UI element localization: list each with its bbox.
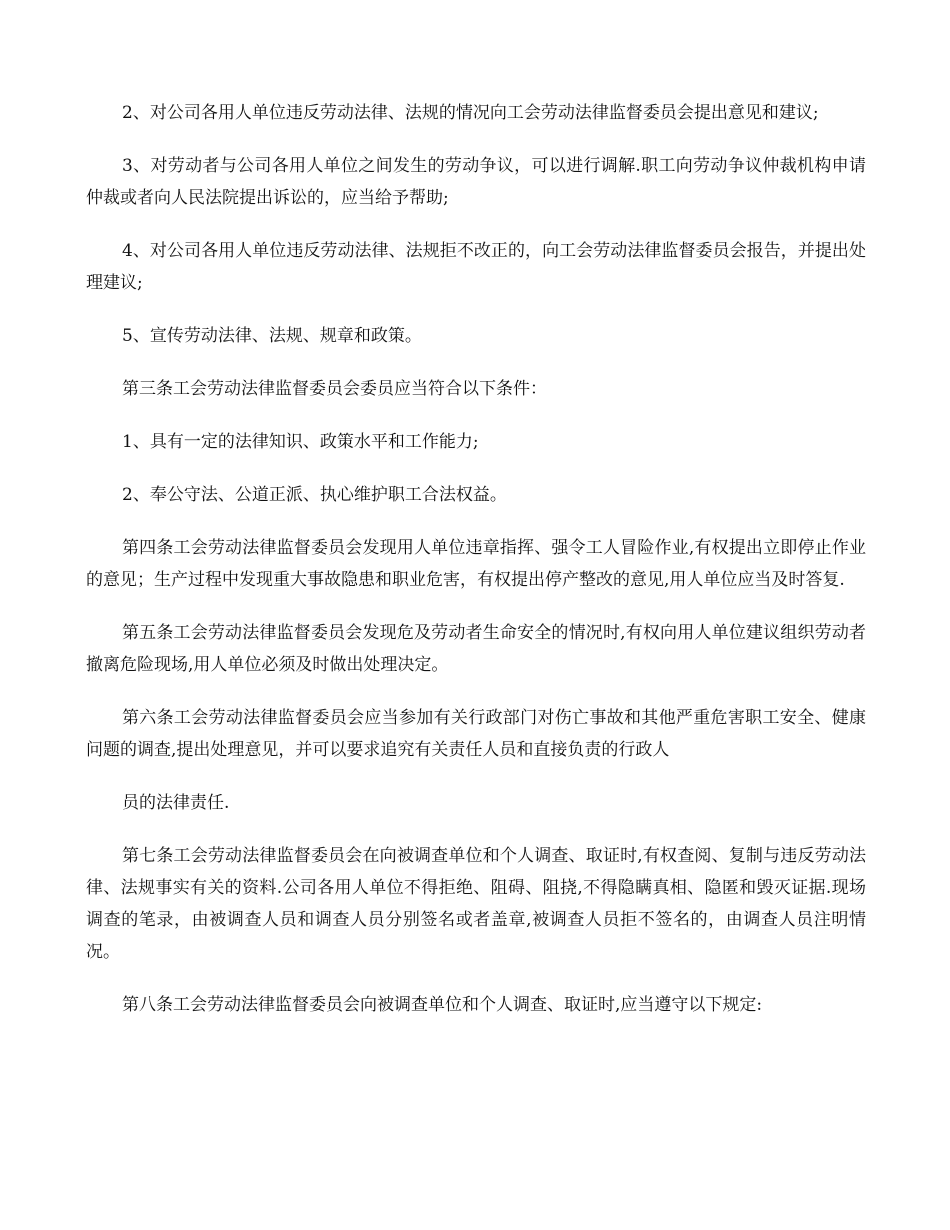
paragraph-item-2: 2、对公司各用人单位违反劳动法律、法规的情况向工会劳动法律监督委员会提出意见和建议; bbox=[122, 103, 819, 123]
paragraph-item-3: 3、对劳动者与公司各用人单位之间发生的劳动争议，可以进行调解.职工向劳动争议仲裁机构申请仲裁或者向人民法院提出诉讼的，应当给予帮助; bbox=[86, 156, 866, 208]
paragraph-article-5: 第五条工会劳动法律监督委员会发现危及劳动者生命安全的情况时,有权向用人单位建议组织劳动者撤离危险现场,用人单位必须及时做出处理决定。 bbox=[86, 623, 866, 675]
paragraph-article-6: 第六条工会劳动法律监督委员会应当参加有关行政部门对伤亡事故和其他严重危害职工安全、健康问题的调查,提出处理意见，并可以要求追究有关责任人员和直接负责的行政人 bbox=[86, 708, 866, 760]
paragraph-condition-2: 2、奉公守法、公道正派、执心维护职工合法权益。 bbox=[122, 485, 507, 505]
paragraph-item-5: 5、宣传劳动法律、法规、规章和政策。 bbox=[122, 326, 422, 346]
paragraph-item-4: 4、对公司各用人单位违反劳动法律、法规拒不改正的，向工会劳动法律监督委员会报告，并提出处理建议; bbox=[86, 241, 866, 293]
paragraph-article-6-continuation: 员的法律责任. bbox=[122, 793, 230, 813]
paragraph-article-3: 第三条工会劳动法律监督委员会委员应当符合以下条件： bbox=[122, 379, 547, 399]
paragraph-article-8: 第八条工会劳动法律监督委员会向被调查单位和个人调查、取证时,应当遵守以下规定: bbox=[122, 995, 763, 1015]
paragraph-condition-1: 1、具有一定的法律知识、政策水平和工作能力; bbox=[122, 432, 479, 452]
document-body bbox=[86, 97, 866, 1042]
paragraph-article-7: 第七条工会劳动法律监督委员会在向被调查单位和个人调查、取证时,有权查阅、复制与违反劳动法律、法规事实有关的资料.公司各用人单位不得拒绝、阻碍、阻挠,不得隐瞒真相、隐匿和毁灭证据.现场调查的笔录，由被调查人员和调查人员分别签名或者盖章,被调查人员拒不签名的，由调查人员注明情况。 bbox=[86, 846, 866, 962]
paragraph-article-4: 第四条工会劳动法律监督委员会发现用人单位违章指挥、强令工人冒险作业,有权提出立即停止作业的意见；生产过程中发现重大事故隐患和职业危害，有权提出停产整改的意见,用人单位应当及时答复. bbox=[86, 538, 866, 590]
